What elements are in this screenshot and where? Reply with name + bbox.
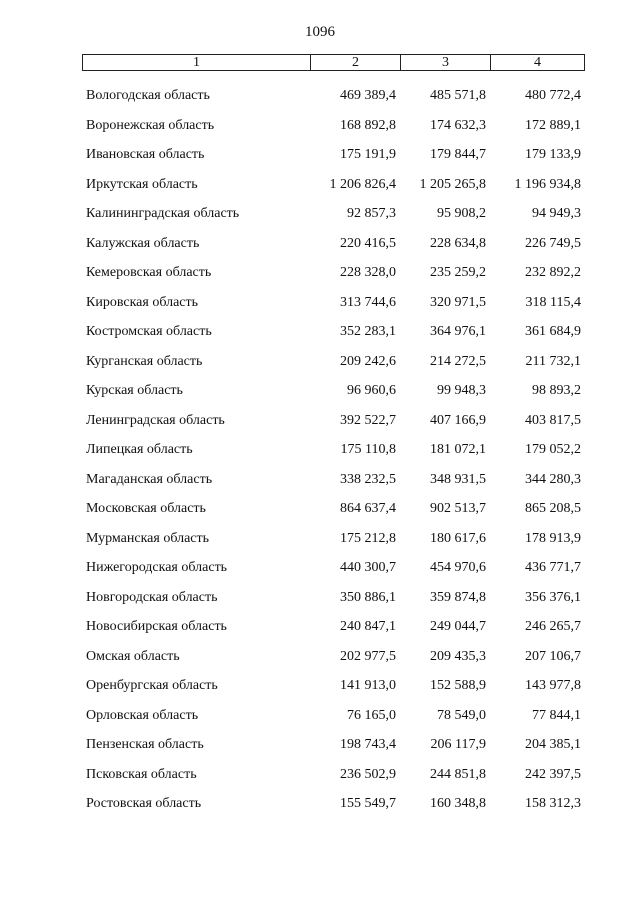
value-cell-column-4: 179 133,9 (525, 147, 581, 162)
value-cell-column-4: 246 265,7 (525, 619, 581, 634)
value-cell-column-2: 1 206 826,4 (329, 176, 396, 192)
region-name-cell: Калужская область (86, 235, 200, 251)
value-cell-column-2: 392 522,7 (340, 412, 396, 428)
value-cell-column-4: 211 732,1 (525, 353, 581, 369)
value-cell-column-3: 407 166,9 (430, 412, 486, 428)
value-cell-column-4: 344 280,3 (525, 471, 581, 487)
value-cell-column-3: 206 117,9 (430, 737, 486, 752)
value-cell-column-4: 480 772,4 (525, 88, 581, 103)
value-cell-column-2: 198 743,4 (340, 737, 396, 752)
value-cell-column-2: 175 212,8 (340, 530, 396, 546)
table-row (0, 760, 640, 790)
region-name-cell: Костромская область (86, 324, 212, 339)
value-cell-column-2: 175 110,8 (340, 442, 396, 457)
value-cell-column-3: 359 874,8 (430, 589, 486, 605)
value-cell-column-3: 181 072,1 (430, 442, 486, 457)
value-cell-column-2: 141 913,0 (340, 678, 396, 693)
table-row (0, 435, 640, 465)
value-cell-column-3: 180 617,6 (430, 530, 486, 546)
value-cell-column-2: 352 283,1 (340, 324, 396, 339)
table-row (0, 612, 640, 642)
value-cell-column-4: 361 684,9 (525, 324, 581, 339)
value-cell-column-2: 864 637,4 (340, 501, 396, 516)
table-row (0, 81, 640, 111)
value-cell-column-2: 240 847,1 (340, 619, 396, 634)
value-cell-column-3: 179 844,7 (430, 147, 486, 162)
column-header-3: 3 (400, 55, 490, 70)
region-name-cell: Кировская область (86, 294, 199, 310)
region-name-cell: Нижегородская область (86, 560, 228, 575)
table-row (0, 789, 640, 819)
value-cell-column-4: 143 977,8 (525, 678, 581, 693)
value-cell-column-4: 178 913,9 (525, 530, 581, 546)
value-cell-column-3: 454 970,6 (430, 560, 486, 575)
value-cell-column-2: 175 191,9 (340, 147, 396, 162)
table-row (0, 730, 640, 760)
value-cell-column-2: 469 389,4 (340, 88, 396, 103)
region-name-cell: Мурманская область (86, 530, 210, 546)
table-row (0, 642, 640, 672)
table-row (0, 140, 640, 170)
region-name-cell: Оренбургская область (86, 678, 218, 693)
value-cell-column-3: 1 205 265,8 (419, 176, 486, 192)
region-name-cell: Новосибирская область (86, 619, 227, 634)
value-cell-column-4: 318 115,4 (525, 294, 581, 310)
value-cell-column-4: 158 312,3 (525, 796, 581, 811)
value-cell-column-4: 436 771,7 (525, 560, 581, 575)
value-cell-column-3: 364 976,1 (430, 324, 486, 339)
region-name-cell: Магаданская область (86, 471, 213, 487)
value-cell-column-2: 236 502,9 (340, 766, 396, 782)
value-cell-column-4: 77 844,1 (532, 707, 581, 723)
table-row (0, 701, 640, 731)
value-cell-column-2: 313 744,6 (340, 294, 396, 310)
region-name-cell: Липецкая область (86, 442, 193, 457)
value-cell-column-3: 228 634,8 (430, 235, 486, 251)
value-cell-column-4: 172 889,1 (525, 117, 581, 133)
column-header-4: 4 (490, 55, 584, 70)
table-row (0, 199, 640, 229)
value-cell-column-3: 160 348,8 (430, 796, 486, 811)
table-row (0, 170, 640, 200)
value-cell-column-4: 226 749,5 (525, 235, 581, 251)
value-cell-column-4: 204 385,1 (525, 737, 581, 752)
table-header (82, 54, 585, 71)
table-row (0, 465, 640, 495)
value-cell-column-3: 235 259,2 (430, 265, 486, 280)
region-name-cell: Орловская область (86, 707, 199, 723)
value-cell-column-3: 348 931,5 (430, 471, 486, 487)
page-number: 1096 (305, 24, 335, 40)
value-cell-column-4: 94 949,3 (532, 206, 581, 221)
table-row (0, 583, 640, 613)
value-cell-column-3: 99 948,3 (437, 383, 486, 398)
region-name-cell: Иркутская область (86, 176, 198, 192)
table-row (0, 376, 640, 406)
region-name-cell: Ростовская область (86, 796, 202, 811)
table-row (0, 258, 640, 288)
value-cell-column-3: 152 588,9 (430, 678, 486, 693)
value-cell-column-2: 209 242,6 (340, 353, 396, 369)
value-cell-column-3: 214 272,5 (430, 353, 486, 369)
value-cell-column-4: 865 208,5 (525, 501, 581, 516)
value-cell-column-4: 1 196 934,8 (514, 176, 581, 192)
value-cell-column-3: 485 571,8 (430, 88, 486, 103)
value-cell-column-2: 220 416,5 (340, 235, 396, 251)
region-name-cell: Пензенская область (86, 737, 204, 752)
value-cell-column-4: 179 052,2 (525, 442, 581, 457)
region-name-cell: Московская область (86, 501, 206, 516)
table-row (0, 229, 640, 259)
value-cell-column-2: 228 328,0 (340, 265, 396, 280)
value-cell-column-2: 92 857,3 (347, 206, 396, 221)
table-row (0, 288, 640, 318)
value-cell-column-3: 95 908,2 (437, 206, 486, 221)
value-cell-column-4: 98 893,2 (532, 383, 581, 398)
table-row (0, 524, 640, 554)
value-cell-column-2: 96 960,6 (347, 383, 396, 398)
value-cell-column-4: 356 376,1 (525, 589, 581, 605)
table-row (0, 494, 640, 524)
value-cell-column-2: 338 232,5 (340, 471, 396, 487)
region-name-cell: Ивановская область (86, 147, 205, 162)
table-row (0, 317, 640, 347)
region-name-cell: Ленинградская область (86, 412, 225, 428)
value-cell-column-3: 902 513,7 (430, 501, 486, 516)
region-name-cell: Кемеровская область (86, 265, 212, 280)
value-cell-column-2: 440 300,7 (340, 560, 396, 575)
value-cell-column-2: 202 977,5 (340, 648, 396, 664)
value-cell-column-4: 403 817,5 (525, 412, 581, 428)
table-row (0, 671, 640, 701)
region-name-cell: Курская область (86, 383, 183, 398)
value-cell-column-3: 174 632,3 (430, 117, 486, 133)
value-cell-column-3: 320 971,5 (430, 294, 486, 310)
table-row (0, 553, 640, 583)
region-name-cell: Вологодская область (86, 88, 210, 103)
region-name-cell: Воронежская область (86, 117, 215, 133)
value-cell-column-4: 207 106,7 (525, 648, 581, 664)
value-cell-column-2: 350 886,1 (340, 589, 396, 605)
table-body (0, 81, 640, 819)
value-cell-column-4: 232 892,2 (525, 265, 581, 280)
value-cell-column-3: 249 044,7 (430, 619, 486, 634)
table-row (0, 406, 640, 436)
value-cell-column-2: 155 549,7 (340, 796, 396, 811)
region-name-cell: Псковская область (86, 766, 197, 782)
value-cell-column-2: 76 165,0 (347, 707, 396, 723)
value-cell-column-3: 209 435,3 (430, 648, 486, 664)
value-cell-column-3: 78 549,0 (437, 707, 486, 723)
region-name-cell: Курганская область (86, 353, 203, 369)
region-name-cell: Новгородская область (86, 589, 218, 605)
value-cell-column-4: 242 397,5 (525, 766, 581, 782)
column-header-1: 1 (193, 55, 200, 70)
column-header-2: 2 (310, 55, 400, 70)
value-cell-column-3: 244 851,8 (430, 766, 486, 782)
table-row (0, 347, 640, 377)
value-cell-column-2: 168 892,8 (340, 117, 396, 133)
region-name-cell: Омская область (86, 648, 180, 664)
table-row (0, 111, 640, 141)
region-name-cell: Калининградская область (86, 206, 240, 221)
